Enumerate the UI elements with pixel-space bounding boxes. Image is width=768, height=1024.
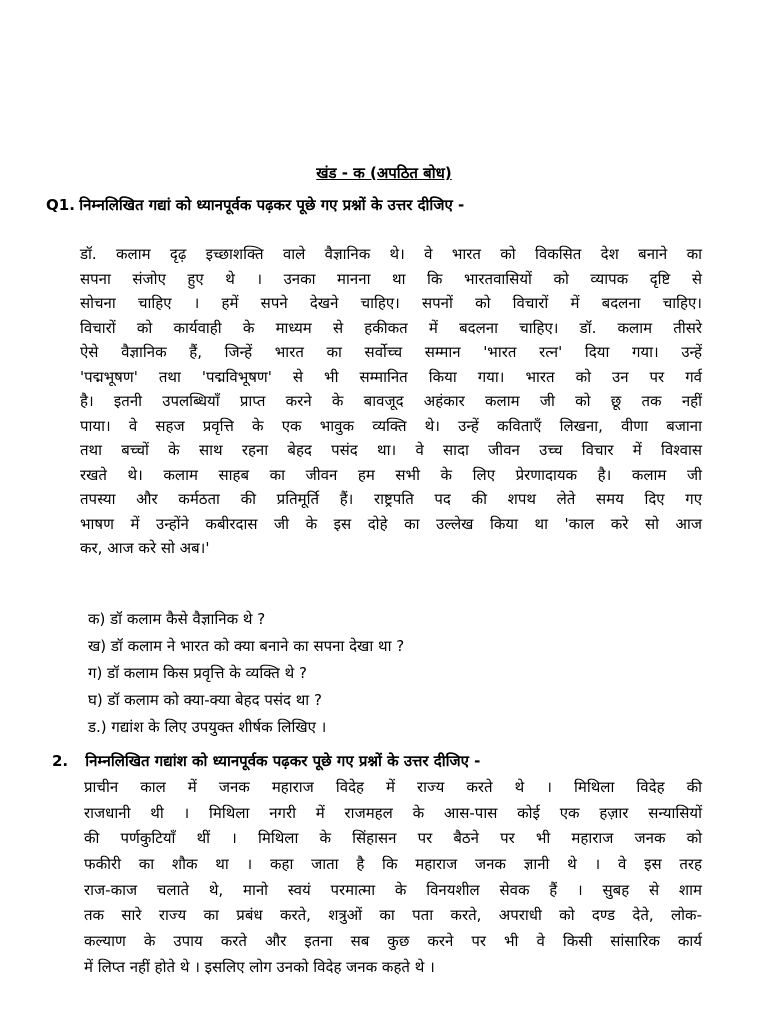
passage-1-line: 'पद्मभूषण' तथा 'पद्मविभूषण' से भी सम्मानित किया गया। भारत को उन पर गर्व	[80, 367, 702, 386]
passage-2-line: की पर्णकुटियाँ थीं । मिथिला के सिंहासन पर बैठने पर भी महाराज जनक को	[84, 829, 702, 848]
passage-1-line: विचारों को कार्यवाही के माध्यम से हकीकत में बदलना चाहिए। डॉ. कलाम तीसरे	[80, 318, 702, 337]
sub-question-ka: क) डॉ कलाम कैसे वैज्ञानिक थे ?	[88, 610, 266, 628]
passage-1-line: है। इतनी उपलब्धियाँ प्राप्त करने के बावजूद अहंकार कलाम जी को छू तक नहीं	[80, 392, 702, 410]
question-2-instruction: निम्नलिखित गद्यांश को ध्यानपूर्वक पढ़कर पूछे गए प्रश्नों के उत्तर दीजिए -	[85, 752, 481, 770]
passage-1-line: तपस्या और कर्मठता की प्रतिमूर्ति हैं। राष्ट्रपति पद की शपथ लेते समय दिए गए	[80, 490, 702, 508]
question-1-heading	[46, 195, 464, 215]
passage-1-line: रखते थे। कलाम साहब का जीवन हम सभी के लिए प्रेरणादायक है। कलाम जी	[80, 465, 702, 484]
passage-1-line: सोचना चाहिए । हमें सपने देखने चाहिए। सपनों को विचारों में बदलना चाहिए।	[80, 294, 702, 312]
passage-2	[84, 775, 702, 981]
question-2-heading	[52, 751, 480, 771]
passage-1-line: तथा बच्चों के साथ रहना बेहद पसंद था। वे सादा जीवन उच्च विचार में विश्वास	[80, 441, 702, 459]
question-1-number: Q1.	[46, 196, 75, 214]
passage-2-line: तक सारे राज्य का प्रबंध करते, शत्रुओं का पता करते, अपराधी को दण्ड देते, लोक-	[84, 906, 702, 925]
passage-2-line: प्राचीन काल में जनक महाराज विदेह में राज्य करते थे । मिथिला विदेह की	[84, 778, 702, 796]
passage-1	[80, 242, 702, 561]
sub-question-da: ड.) गद्यांश के लिए उपयुक्त शीर्षक लिखिए ।	[88, 718, 327, 736]
section-title: खंड - क (अपठित बोध)	[316, 164, 452, 182]
passage-2-line: फकीरी का शौक था । कहा जाता है कि महाराज जनक ज्ञानी थे । वे इस तरह	[84, 855, 702, 874]
passage-2-line: राजधानी थी । मिथिला नगरी में राजमहल के आस-पास कोई एक हज़ार सन्यासियों	[84, 803, 702, 822]
passage-1-line: पाया। वे सहज प्रवृत्ति के एक भावुक व्यक्ति थे। उन्हें कविताएँ लिखना, वीणा बजाना	[80, 416, 702, 435]
passage-1-line: भाषण में उन्होंने कबीरदास जी के इस दोहे का उल्लेख किया था 'काल करे सो आज	[80, 514, 702, 533]
passage-1-line: ऐसे वैज्ञानिक हैं, जिन्हें भारत का सर्वोच्च सम्मान 'भारत रत्न' दिया गया। उन्हें	[80, 343, 702, 361]
passage-2-line: राज-काज चलाते थे, मानो स्वयं परमात्मा के विनयशील सेवक हैं । सुबह से शाम	[84, 880, 702, 899]
sub-question-kha: ख) डॉ कलाम ने भारत को क्या बनाने का सपना देखा था ?	[88, 637, 405, 655]
question-1-instruction: निम्नलिखित गद्यां को ध्यानपूर्वक पढ़कर पूछे गए प्रश्नों के उत्तर दीजिए -	[79, 196, 465, 214]
passage-1-line: सपना संजोए हुए थे । उनका मानना था कि भारतवासियों को व्यापक दृष्टि से	[80, 269, 702, 288]
sub-question-gha: घ) डॉ कलाम को क्या-क्या बेहद पसंद था ?	[88, 691, 322, 709]
sub-question-ga: ग) डॉ कलाम किस प्रवृत्ति के व्यक्ति थे ?	[88, 664, 307, 682]
passage-1-line: डॉ. कलाम दृढ़ इच्छाशक्ति वाले वैज्ञानिक थे। वे भारत को विकसित देश बनाने का	[80, 245, 702, 263]
passage-1-line: कर, आज करे सो अब।'	[80, 539, 210, 557]
question-2-number: 2.	[52, 752, 69, 770]
passage-2-line: कल्याण के उपाय करते और इतना सब कुछ करने पर भी वे किसी सांसारिक कार्य	[84, 932, 702, 951]
passage-2-line: में लिप्त नहीं होते थे । इसलिए लोग उनको विदेह जनक कहते थे ।	[84, 957, 435, 976]
